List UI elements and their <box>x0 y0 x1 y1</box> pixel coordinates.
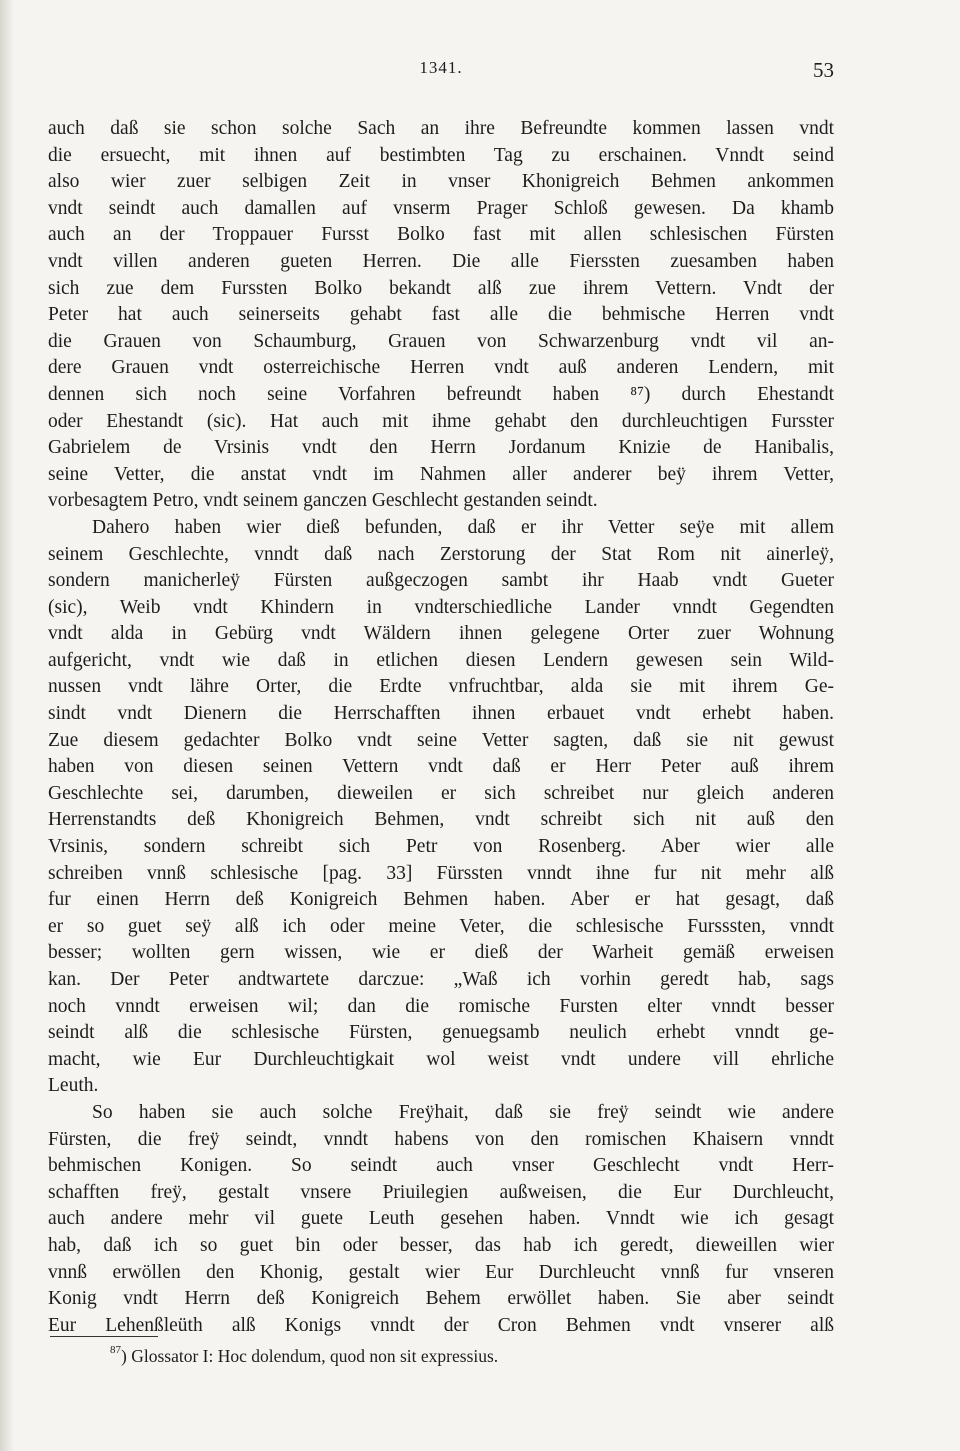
text-line: die ersuecht, mit ihnen auf bestimbten Tag zu erschainen. Vnndt seind <box>48 144 834 166</box>
text-line: besser; wollten gern wissen, wie er dieß der Warheit gemäß erweisen <box>48 942 834 964</box>
text-line: Peter hat auch seinerseits gehabt fast alle die behmische Herren vndt <box>48 304 834 326</box>
text-line: dere Grauen vndt osterreichische Herren vndt auß anderen Lendern, mit <box>48 357 834 379</box>
text-line: vndt alda in Gebürg vndt Wäldern ihnen gelegene Orter zuer Wohnung <box>48 623 834 645</box>
text-line: behmischen Konigen. So seindt auch vnser Geschlecht vndt Herr- <box>48 1155 834 1177</box>
text-line: nussen vndt lähre Orter, die Erdte vnfruchtbar, alda sie mit ihrem Ge- <box>48 676 834 698</box>
footnote <box>110 1346 498 1367</box>
text-line: kan. Der Peter andtwartete darczue: „Waß ich vorhin geredt hab, sags <box>48 969 834 990</box>
text-line: vndt seindt auch damallen auf vnserm Prager Schloß gewesen. Da khamb <box>48 197 834 219</box>
page-header <box>48 58 834 86</box>
footnote-text: ) Glossator I: Hoc dolendum, quod non sit expressius. <box>121 1346 499 1366</box>
text-line: oder Ehestandt (sic). Hat auch mit ihme gehabt den durchleuchtigen Fursster <box>48 410 834 432</box>
text-line: vnnß erwöllen den Khonig, gestalt wier Eur Durchleucht vnnß fur vnseren <box>48 1261 834 1283</box>
page-edge-shadow <box>0 0 14 1451</box>
text-line: (sic), Weib vndt Khindern in vndterschiedliche Lander vnndt Gegendten <box>48 596 834 618</box>
text-line: er so guet seÿ alß ich oder meine Veter, die schlesische Fursssten, vnndt <box>48 915 834 937</box>
body-text <box>48 116 834 1339</box>
text-line: auch daß sie schon solche Sach an ihre Befreundte kommen lassen vndt <box>48 118 834 139</box>
text-line: sondern manicherleÿ Fürsten außgeczogen sambt ihr Haab vndt Gueter <box>48 570 834 592</box>
footnote-marker: 87 <box>110 1344 121 1356</box>
text-line: dennen sich noch seine Vorfahren befreundt haben ⁸⁷) durch Ehestandt <box>48 383 834 405</box>
text-line: macht, wie Eur Durchleuchtigkait wol weist vndt undere vill ehrliche <box>48 1048 834 1070</box>
text-line: auch an der Troppauer Fursst Bolko fast mit allen schlesischen Fürsten <box>48 224 834 246</box>
text-line: fur einen Herrn deß Konigreich Behmen haben. Aber er hat gesagt, daß <box>48 889 834 911</box>
text-line: seinem Geschlechte, vnndt daß nach Zerstorung der Stat Rom nit ainerleÿ, <box>48 543 834 565</box>
page-number: 53 <box>813 58 834 82</box>
text-line: sich zue dem Furssten Bolko bekandt alß zue ihrem Vettern. Vndt der <box>48 277 834 299</box>
text-line: Zue diesem gedachter Bolko vndt seine Vetter sagten, daß sie nit gewust <box>48 729 834 751</box>
text-line: vorbesagtem Petro, vndt seinem ganczen Geschlecht gestanden seindt. <box>48 490 598 512</box>
text-line: Vrsinis, sondern schreibt sich Petr von Rosenberg. Aber wier alle <box>48 836 834 858</box>
text-line: Herrenstandts deß Khonigreich Behmen, vndt schreibt sich nit auß den <box>48 809 834 831</box>
text-line: Eur Lehenßleüth alß Konigs vnndt der Cron Behmen vndt vnserer alß <box>48 1314 834 1336</box>
text-line: So haben sie auch solche Freÿhait, daß sie freÿ seindt wie andere <box>92 1101 834 1123</box>
text-line: die Grauen von Schaumburg, Grauen von Schwarzenburg vndt vil an- <box>48 330 834 352</box>
text-line: Geschlechte sei, darumben, dieweilen er sich schreibet nur gleich anderen <box>48 782 834 804</box>
text-line: haben von diesen seinen Vettern vndt daß er Herr Peter auß ihrem <box>48 756 834 778</box>
text-line: also wier zuer selbigen Zeit in vnser Khonigreich Behmen ankommen <box>48 171 834 193</box>
running-head-year: 1341. <box>419 58 463 77</box>
text-line: Dahero haben wier dieß befunden, daß er ihr Vetter seÿe mit allem <box>92 516 834 538</box>
text-line: noch vnndt erweisen wil; dan die romische Fursten elter vnndt besser <box>48 995 834 1017</box>
text-line: Fürsten, die freÿ seindt, vnndt habens von den romischen Khaisern vnndt <box>48 1128 834 1150</box>
text-line: aufgericht, vndt wie daß in etlichen diesen Lendern gewesen sein Wild- <box>48 649 834 671</box>
text-line: seindt alß die schlesische Fürsten, genuegsamb neulich erhebt vnndt ge- <box>48 1022 834 1044</box>
text-line: schreiben vnnß schlesische [pag. 33] Fürssten vnndt ihne fur nit mehr alß <box>48 862 834 884</box>
footnote-rule <box>50 1336 158 1337</box>
text-line: Leuth. <box>48 1075 99 1097</box>
text-line: auch andere mehr vil guete Leuth gesehen haben. Vnndt wie ich gesagt <box>48 1208 834 1230</box>
text-line: hab, daß ich so guet bin oder besser, das hab ich geredt, dieweillen wier <box>48 1234 834 1256</box>
text-line: schafften freÿ, gestalt vnsere Priuilegien außweisen, die Eur Durchleucht, <box>48 1181 834 1203</box>
text-line: Gabrielem de Vrsinis vndt den Herrn Jordanum Knizie de Hanibalis, <box>48 437 834 459</box>
text-line: sindt vndt Dienern die Herrschafften ihnen erbauet vndt erhebt haben. <box>48 703 834 725</box>
text-line: vndt villen anderen gueten Herren. Die alle Fierssten zuesamben haben <box>48 250 834 272</box>
text-line: Konig vndt Herrn deß Konigreich Behem erwöllet haben. Sie aber seindt <box>48 1288 834 1310</box>
text-line: seine Vetter, die anstat vndt im Nahmen aller anderer beÿ ihrem Vetter, <box>48 463 834 485</box>
